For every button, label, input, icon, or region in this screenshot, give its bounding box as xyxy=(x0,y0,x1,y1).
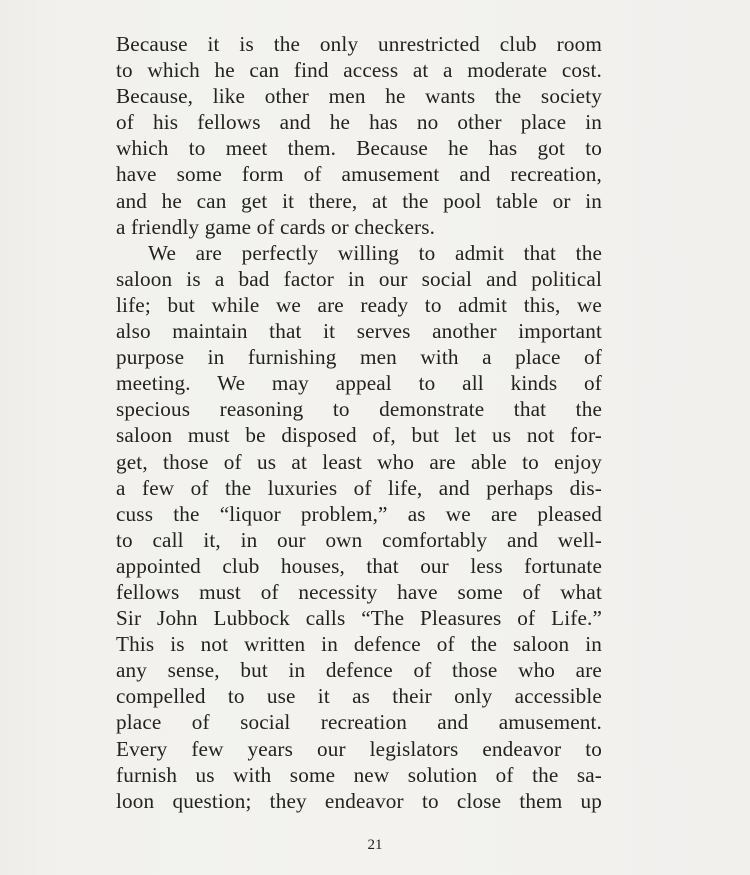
text-line: loon question; they endeavor to close them up xyxy=(116,788,602,813)
text-line: Because it is the only unrestricted club room xyxy=(116,32,602,56)
text-line: cuss the “liquor problem,” as we are pleased xyxy=(116,501,602,526)
text-line: to call it, in our own comfortably and well- xyxy=(116,527,602,552)
paragraph-start-line: We are perfectly willing to admit that the xyxy=(148,240,602,265)
text-line: saloon is a bad factor in our social and political xyxy=(116,266,602,291)
text-line: compelled to use it as their only accessible xyxy=(116,684,602,709)
text-line: Sir John Lubbock calls “The Pleasures of Life.” xyxy=(116,606,602,631)
text-line: fellows must of necessity have some of what xyxy=(116,579,602,604)
text-line: of his fellows and he has no other place in xyxy=(116,110,602,135)
text-line: place of social recreation and amusement. xyxy=(116,710,602,735)
text-line: get, those of us at least who are able to enjoy xyxy=(116,449,602,474)
text-line: and he can get it there, at the pool table or in xyxy=(116,188,602,213)
text-line: a friendly game of cards or checkers. xyxy=(116,214,436,239)
text-line: which to meet them. Because he has got to xyxy=(116,136,602,161)
page-number: 21 xyxy=(367,837,383,853)
body-text xyxy=(116,31,602,814)
text-line: specious reasoning to demonstrate that the xyxy=(116,397,602,422)
text-line: a few of the luxuries of life, and perhaps dis- xyxy=(116,475,602,500)
text-line: also maintain that it serves another important xyxy=(116,319,602,344)
text-line: Every few years our legislators endeavor to xyxy=(116,736,602,761)
text-line: Because, like other men he wants the society xyxy=(116,84,602,109)
text-line: to which he can find access at a moderate cost. xyxy=(116,58,602,83)
text-line: meeting. We may appeal to all kinds of xyxy=(116,371,602,396)
text-line: have some form of amusement and recreation, xyxy=(116,162,602,187)
text-line: saloon must be disposed of, but let us not for- xyxy=(116,423,602,448)
text-line: furnish us with some new solution of the sa- xyxy=(116,762,602,787)
text-line: purpose in furnishing men with a place of xyxy=(116,345,602,370)
text-line: This is not written in defence of the saloon in xyxy=(116,632,602,657)
text-line: any sense, but in defence of those who are xyxy=(116,658,602,683)
text-line: life; but while we are ready to admit this, we xyxy=(116,292,602,317)
text-line: appointed club houses, that our less fortunate xyxy=(116,553,602,578)
